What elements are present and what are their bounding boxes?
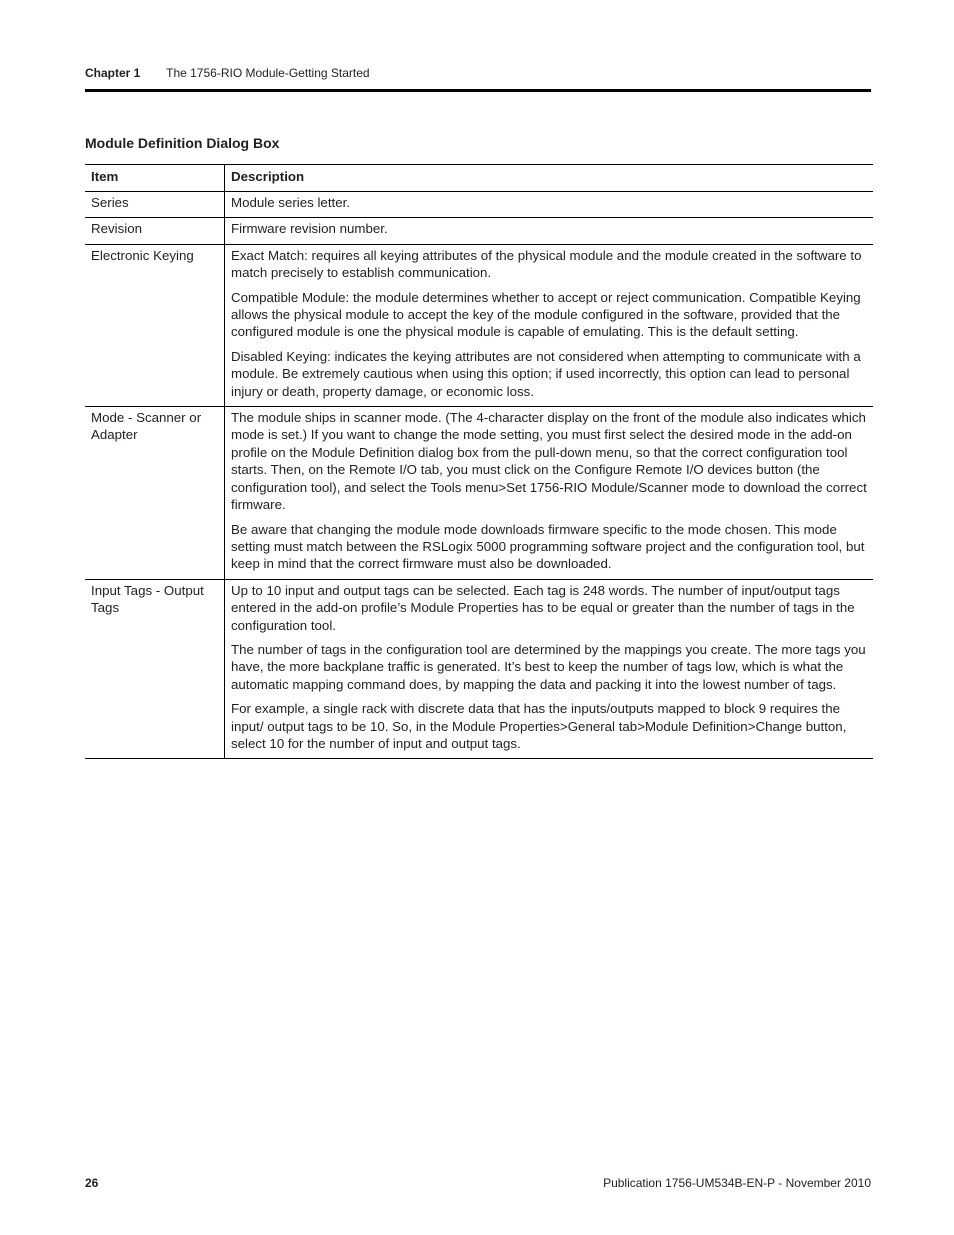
module-definition-table (85, 164, 873, 759)
description-cell (225, 579, 874, 759)
column-header-item: Item (85, 165, 225, 192)
description-paragraph: Compatible Module: the module determines whether to accept or reject communication. Compatible Keying allows the physical module to accept the key of the module configured in the software, provided that the configured module is one the physical module is capable of emulating. This is the default setting. (231, 289, 861, 340)
table-header-row (85, 165, 873, 192)
description-paragraph: Exact Match: requires all keying attributes of the physical module and the module created in the software to match precisely to establish communication. (231, 247, 862, 281)
item-cell: Mode - Scanner or Adapter (85, 407, 225, 580)
item-cell: Input Tags - Output Tags (85, 579, 225, 759)
table-title: Module Definition Dialog Box (85, 135, 280, 151)
item-cell: Electronic Keying (85, 244, 225, 406)
item-cell: Revision (85, 218, 225, 244)
page-number: 26 (85, 1176, 99, 1190)
column-header-description: Description (225, 165, 874, 192)
table-row (85, 192, 873, 218)
description-paragraph: Up to 10 input and output tags can be selected. Each tag is 248 words. The number of input/output tags entered in the add-on profile’s Module Properties has to be equal or greater than the number of tags in the configuration tool. (231, 582, 855, 633)
description-paragraph: For example, a single rack with discrete data that has the inputs/outputs mapped to block 9 requires the input/ output tags to be 10. So, in the Module Properties>General tab>Module Definition>Change button, select 10 for the number of input and output tags. (231, 701, 847, 751)
header-rule (85, 89, 871, 92)
description-cell (225, 407, 874, 580)
description-paragraph: The module ships in scanner mode. (The 4-character display on the front of the module also indicates which mode is set.) If you want to change the mode setting, you must first select the desired mode in the add-on profile on the Module Definition dialog box from the pull-down menu, so that the correct configuration tool starts. Then, on the Remote I/O tab, you must click on the Configure Remote I/O devices button (the configuration tool), and select the Tools menu>Set 1756-RIO Module/Scanner mode to download the correct firmware. (231, 410, 867, 513)
running-header (85, 66, 871, 80)
description-paragraph: Module series letter. (231, 195, 350, 210)
chapter-label: Chapter 1 (85, 66, 141, 80)
table-row (85, 579, 873, 759)
chapter-title: The 1756-RIO Module-Getting Started (166, 66, 370, 80)
description-paragraph: Firmware revision number. (231, 221, 388, 237)
description-paragraph: The number of tags in the configuration tool are determined by the mappings you create. The more tags you have, the more backplane traffic is generated. It’s best to keep the number of tags low, which is what the automatic mapping command does, by mapping the data and packing it into the lowest number of tags. (231, 641, 866, 692)
description-cell (225, 192, 874, 218)
table-row (85, 218, 873, 244)
description-paragraph: Be aware that changing the module mode downloads firmware specific to the mode chosen. This mode setting must match between the RSLogix 5000 programming software project and the configuration tool, but keep in mind that the correct firmware must also be downloaded. (231, 521, 865, 572)
table-row (85, 244, 873, 406)
item-cell: Series (85, 192, 225, 218)
description-cell (225, 218, 874, 244)
publication-info: Publication 1756-UM534B-EN-P - November 2010 (603, 1176, 871, 1190)
description-paragraph: Disabled Keying: indicates the keying attributes are not considered when attempting to communicate with a module. Be extremely cautious when using this option; if used incorrectly, this option can lead to personal injury or death, property damage, or economic loss. (231, 348, 861, 399)
description-cell (225, 244, 874, 406)
table-row (85, 407, 873, 580)
